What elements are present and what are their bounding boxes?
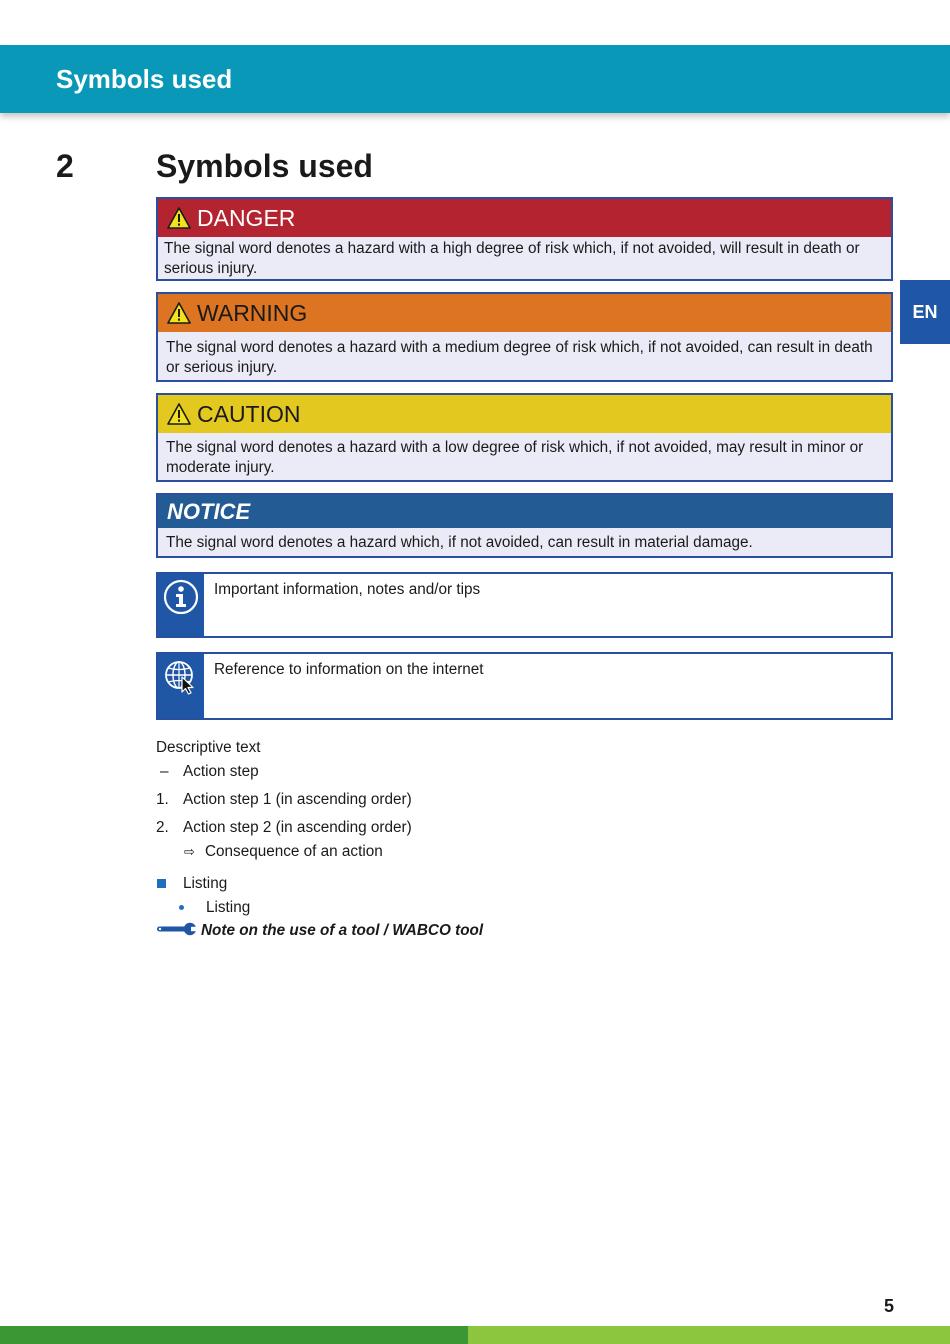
info-box-sidebar bbox=[158, 574, 204, 636]
notice-box bbox=[156, 493, 893, 558]
step-2-marker: 2. bbox=[156, 819, 169, 836]
danger-signal-word: DANGER bbox=[197, 205, 296, 231]
footer-bar-dark bbox=[0, 1326, 468, 1344]
info-icon bbox=[163, 579, 199, 615]
header-title: Symbols used bbox=[56, 64, 233, 94]
caution-description: The signal word denotes a hazard with a low degree of risk which, if not avoided, may result in minor or moderate injury. bbox=[166, 439, 864, 476]
globe-cursor-icon bbox=[163, 659, 199, 695]
warning-triangle-icon bbox=[167, 302, 191, 324]
warning-signal-word: WARNING bbox=[197, 300, 308, 326]
warning-description: The signal word denotes a hazard with a medium degree of risk which, if not avoided, can result in death or serious injury. bbox=[166, 339, 873, 376]
warning-box bbox=[156, 292, 893, 382]
step-2-text: Action step 2 (in ascending order) bbox=[183, 819, 412, 836]
page-header-band bbox=[0, 45, 950, 113]
tool-note-text: Note on the use of a tool / WABCO tool bbox=[201, 922, 484, 939]
warning-triangle-icon bbox=[167, 403, 191, 425]
descriptive-text: Descriptive text bbox=[156, 739, 261, 756]
caution-header bbox=[158, 395, 891, 433]
section-title: Symbols used bbox=[156, 148, 373, 184]
internet-box-text: Reference to information on the internet bbox=[214, 661, 484, 678]
wrench-icon bbox=[156, 922, 198, 936]
caution-signal-word: CAUTION bbox=[197, 401, 301, 427]
step-1-marker: 1. bbox=[156, 791, 169, 808]
notice-description: The signal word denotes a hazard which, if not avoided, can result in material damage. bbox=[166, 534, 753, 551]
internet-reference-box bbox=[156, 652, 893, 720]
section-number: 2 bbox=[56, 148, 74, 184]
consequence-arrow-icon: ⇨ bbox=[184, 844, 195, 859]
step-1-text: Action step 1 (in ascending order) bbox=[183, 791, 412, 808]
consequence-text: Consequence of an action bbox=[205, 843, 383, 860]
square-bullet-icon bbox=[157, 879, 166, 888]
warning-header bbox=[158, 294, 891, 332]
danger-description: The signal word denotes a hazard with a high degree of risk which, if not avoided, will result in death or serious injury. bbox=[164, 240, 860, 277]
warning-triangle-icon bbox=[167, 207, 191, 229]
footer-bar-light bbox=[468, 1326, 950, 1344]
danger-header bbox=[158, 199, 891, 237]
listing-level-2: Listing bbox=[206, 899, 251, 916]
danger-box bbox=[156, 197, 893, 281]
caution-box bbox=[156, 393, 893, 482]
action-step-text: Action step bbox=[183, 763, 259, 780]
internet-box-sidebar bbox=[158, 654, 204, 718]
notice-header bbox=[158, 495, 891, 528]
info-box-text: Important information, notes and/or tips bbox=[214, 581, 481, 598]
listing-level-1: Listing bbox=[183, 875, 228, 892]
dot-bullet-icon bbox=[179, 905, 184, 910]
action-step-marker: – bbox=[160, 763, 169, 780]
page-number: 5 bbox=[883, 1296, 894, 1316]
notice-signal-word: NOTICE bbox=[167, 498, 251, 524]
language-tab[interactable]: EN bbox=[900, 280, 950, 344]
info-box bbox=[156, 572, 893, 638]
